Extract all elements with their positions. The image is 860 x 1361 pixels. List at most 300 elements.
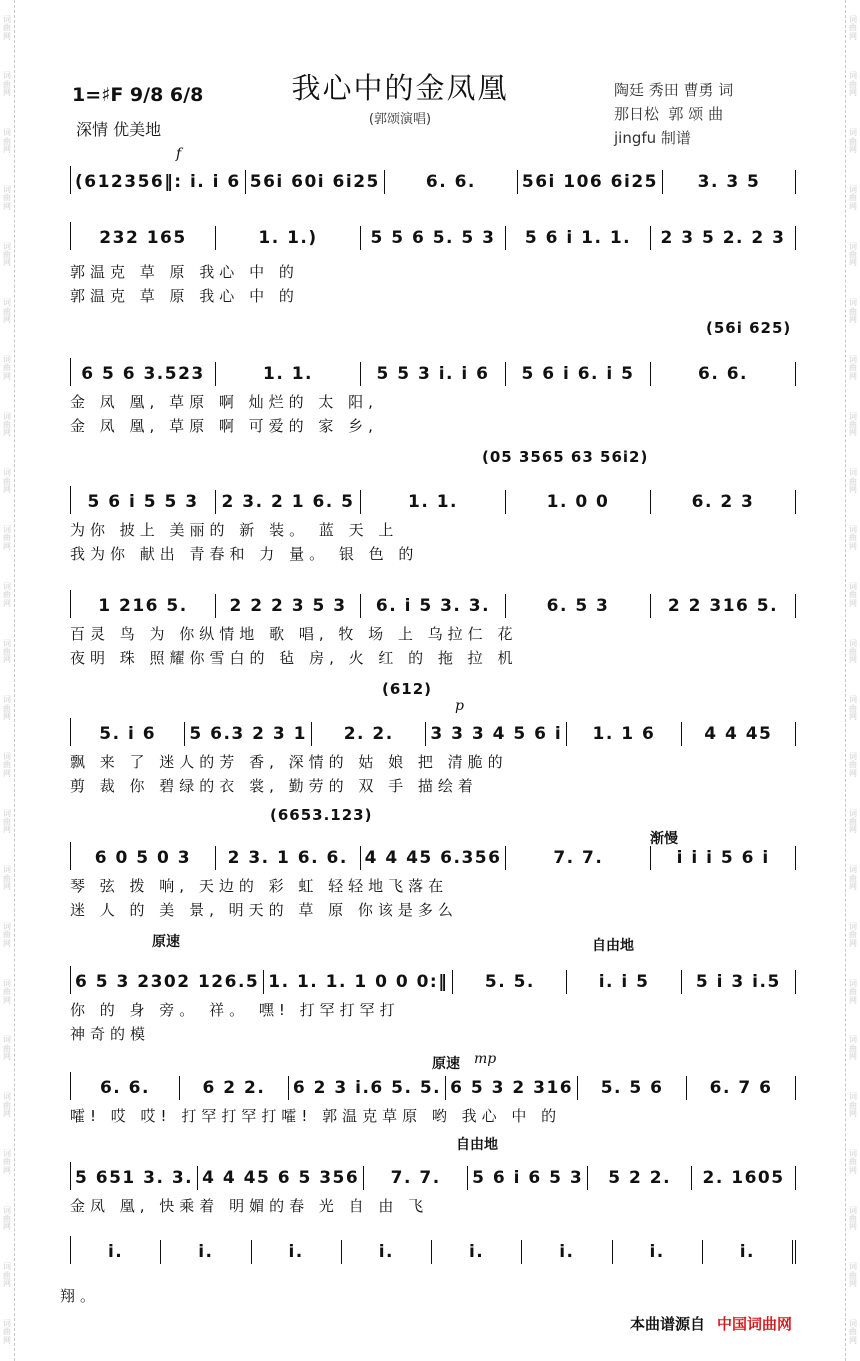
watermark-char: 词	[3, 695, 11, 705]
measure: i.	[252, 1240, 342, 1264]
watermark-glyph	[849, 356, 857, 381]
watermark-char: 曲	[849, 987, 857, 997]
watermark-char: 词	[849, 865, 857, 875]
watermark-glyph	[849, 243, 857, 268]
watermark-char: 网	[3, 31, 11, 41]
watermark-char: 曲	[3, 987, 11, 997]
watermark-char: 词	[849, 1318, 857, 1328]
watermark-char: 网	[3, 1052, 11, 1062]
watermark-char: 网	[849, 655, 857, 665]
credits	[614, 78, 733, 150]
watermark-char: 网	[849, 541, 857, 551]
watermark-char: 网	[849, 258, 857, 268]
watermark-char: 曲	[849, 23, 857, 33]
watermark-char: 曲	[3, 760, 11, 770]
watermark-char: 网	[3, 1279, 11, 1289]
watermark-char: 网	[849, 711, 857, 721]
lyric-line: 神奇的模	[70, 1025, 151, 1043]
interlude-notes-4: (6653.123)	[270, 806, 373, 824]
measure: 5 6 i 6 5 3	[468, 1166, 588, 1190]
watermark-char: 词	[3, 1205, 11, 1215]
watermark-char: 曲	[849, 363, 857, 373]
watermark-glyph	[3, 526, 11, 551]
watermark-char: 网	[849, 598, 857, 608]
watermark-glyph	[3, 1036, 11, 1061]
tempo-mark-ziyoudi-2: 自由地	[456, 1137, 498, 1153]
measure: 2 3. 2 1 6. 5	[216, 490, 361, 514]
measure: 5 6 i 6. i 5	[506, 362, 651, 386]
composer-credit: 那日松 郭 颂 曲	[614, 105, 724, 123]
watermark-char: 词	[849, 241, 857, 251]
watermark-char: 网	[3, 485, 11, 495]
watermark-glyph	[849, 696, 857, 721]
measure: 6 5 3 2 316	[446, 1076, 578, 1100]
watermark-char: 曲	[849, 1043, 857, 1053]
watermark-char: 曲	[849, 1213, 857, 1223]
tempo-mood: 深情 优美地	[76, 120, 162, 139]
watermark-glyph	[849, 866, 857, 891]
watermark-glyph	[3, 413, 11, 438]
measure: 1. 1.)	[216, 226, 361, 250]
measure: i. i 5	[567, 970, 681, 994]
measure-line	[70, 590, 796, 618]
watermark-char: 词	[849, 581, 857, 591]
watermark-char: 词	[3, 1318, 11, 1328]
lyric-line: 金凤 凰, 快乘着 明媚的春 光 自 由 飞	[70, 1197, 429, 1215]
watermark-char: 网	[849, 31, 857, 41]
watermark-char: 网	[849, 1108, 857, 1118]
measure: (612356‖: i. i 6	[71, 170, 246, 194]
watermark-glyph	[849, 1320, 857, 1345]
lyric-line: 金 凤 凰, 草原 啊 灿烂的 太 阳,	[70, 393, 378, 411]
watermark-glyph	[849, 469, 857, 494]
watermark-char: 词	[3, 71, 11, 81]
watermark-char: 网	[849, 1279, 857, 1289]
watermark-char: 词	[3, 1092, 11, 1102]
tempo-mark-yuansu: 原速	[152, 934, 180, 950]
watermark-glyph	[849, 526, 857, 551]
watermark-char: 词	[3, 354, 11, 364]
watermark-char: 词	[849, 922, 857, 932]
watermark-char: 词	[3, 1035, 11, 1045]
measure-line	[70, 1072, 796, 1100]
watermark-char: 词	[3, 411, 11, 421]
watermark-glyph	[3, 866, 11, 891]
watermark-char: 词	[3, 128, 11, 138]
measure: 5 i 3 i.5	[682, 970, 796, 994]
watermark-char: 网	[3, 1108, 11, 1118]
watermark-char: 词	[849, 1205, 857, 1215]
measure: 1. 1.	[216, 362, 361, 386]
measure: 5 6.3 2 3 1	[185, 722, 312, 746]
watermark-char: 曲	[849, 1100, 857, 1110]
score-row	[70, 1072, 796, 1128]
measure: 2 3. 1 6. 6.	[216, 846, 361, 870]
watermark-char: 曲	[849, 1327, 857, 1337]
measure: 2 2 316 5.	[651, 594, 796, 618]
score-row	[70, 222, 796, 308]
watermark-char: 词	[3, 581, 11, 591]
watermark-glyph	[849, 753, 857, 778]
lyric-line: 郭温克 草 原 我心 中 的	[70, 287, 299, 305]
measure: 2 2 2 3 5 3	[216, 594, 361, 618]
watermark-char: 曲	[849, 817, 857, 826]
watermark-glyph	[849, 413, 857, 438]
watermark-char: 网	[849, 371, 857, 381]
watermark-char: 词	[849, 1262, 857, 1272]
measure: 6 0 5 0 3	[71, 846, 216, 870]
watermark-char: 词	[849, 525, 857, 535]
watermark-glyph	[3, 1207, 11, 1232]
measure: 6 5 6 3.523	[71, 362, 216, 386]
measure: 56i 106 6i25	[518, 170, 663, 194]
watermark-char: 曲	[3, 1213, 11, 1223]
measure: 6 2 3 i.6 5. 5.	[289, 1076, 446, 1100]
watermark-char: 网	[3, 144, 11, 154]
measure: 7. 7.	[506, 846, 651, 870]
watermark-char: 曲	[849, 930, 857, 940]
watermark-glyph	[849, 583, 857, 608]
watermark-char: 网	[849, 428, 857, 438]
watermark-char: 网	[3, 995, 11, 1005]
watermark-char: 曲	[849, 873, 857, 883]
measure: i.	[161, 1240, 251, 1264]
measure-line	[70, 486, 796, 514]
watermark-glyph	[3, 753, 11, 778]
watermark-char: 网	[3, 938, 11, 948]
measure: 1. 1.	[361, 490, 506, 514]
measure: 5. i 6	[71, 722, 185, 746]
measure: 6. 6.	[71, 1076, 180, 1100]
watermark-char: 曲	[3, 930, 11, 940]
watermark-char: 曲	[3, 1100, 11, 1110]
measure: 5 651 3. 3.	[71, 1166, 198, 1190]
measure: 3 3 3 4 5 6 i	[426, 722, 567, 746]
dynamic-forte: f	[176, 146, 182, 162]
watermark-char: 曲	[3, 873, 11, 883]
watermark-char: 词	[3, 1148, 11, 1158]
watermark-char: 词	[849, 411, 857, 421]
watermark-char: 网	[3, 1222, 11, 1232]
watermark-char: 曲	[3, 1157, 11, 1167]
watermark-char: 曲	[849, 193, 857, 203]
watermark-char: 网	[3, 882, 11, 892]
watermark-char: 曲	[849, 79, 857, 89]
watermark-glyph	[849, 1036, 857, 1061]
watermark-char: 词	[3, 922, 11, 932]
measure: i i i 5 6 i	[651, 846, 796, 870]
measure: 4 4 45	[682, 722, 796, 746]
watermark-char: 词	[3, 808, 11, 818]
measure: 6. 6.	[651, 362, 796, 386]
measure-line	[70, 966, 796, 994]
lyric-line: 郭温克 草 原 我心 中 的	[70, 263, 299, 281]
measure: 1 216 5.	[71, 594, 216, 618]
watermark-char: 曲	[3, 476, 11, 486]
watermark-glyph	[3, 356, 11, 381]
page-title: 我心中的金凤凰	[291, 71, 509, 105]
watermark-char: 网	[849, 938, 857, 948]
watermark-glyph	[3, 243, 11, 268]
watermark-glyph	[849, 129, 857, 154]
watermark-char: 网	[3, 1165, 11, 1175]
measure-line	[70, 842, 796, 870]
score-row	[70, 842, 796, 922]
key-signature: 1=♯F 9/8 6/8	[72, 84, 204, 106]
measure: i.	[71, 1240, 161, 1264]
lyric-line: 我为你 献出 青春和 力 量。 银 色 的	[70, 545, 419, 563]
measure: i.	[613, 1240, 703, 1264]
measure: 5. 5 6	[578, 1076, 687, 1100]
watermark-glyph	[849, 980, 857, 1005]
watermark-char: 词	[3, 865, 11, 875]
lyric-line: 金 凤 凰, 草原 啊 可爱的 家 乡,	[70, 417, 378, 435]
watermark-char: 词	[849, 14, 857, 24]
watermark-char: 词	[3, 468, 11, 478]
tempo-mark-ziyoudi: 自由地	[592, 938, 634, 954]
watermark-char: 词	[3, 1262, 11, 1272]
watermark-char: 曲	[849, 703, 857, 713]
watermark-char: 词	[849, 468, 857, 478]
measure-line	[70, 1162, 796, 1190]
watermark-char: 网	[849, 1165, 857, 1175]
lyric-line: 琴 弦 拨 响, 天边的 彩 虹 轻轻地飞落在	[70, 877, 449, 895]
interlude-notes-1: (56i 625)	[706, 319, 792, 337]
measure: 4 4 45 6.356	[361, 846, 507, 870]
watermark-char: 网	[3, 711, 11, 721]
watermark-char: 曲	[3, 420, 11, 430]
left-watermark-strip	[0, 0, 15, 1361]
watermark-char: 曲	[3, 79, 11, 89]
watermark-glyph	[3, 1263, 11, 1288]
watermark-char: 词	[3, 241, 11, 251]
watermark-char: 网	[849, 485, 857, 495]
watermark-char: 词	[3, 978, 11, 988]
score-row	[70, 486, 796, 566]
lyric-line: 翔。	[60, 1287, 101, 1305]
watermark-char: 词	[849, 298, 857, 308]
watermark-glyph	[849, 1150, 857, 1175]
score-row	[70, 1162, 796, 1218]
measure: i.	[432, 1240, 522, 1264]
watermark-char: 曲	[849, 1270, 857, 1280]
measure-line	[70, 718, 796, 746]
watermark-char: 曲	[849, 533, 857, 543]
measure-line	[70, 166, 796, 194]
watermark-char: 词	[3, 751, 11, 761]
source-site-link[interactable]: 中国词曲网	[717, 1315, 793, 1333]
watermark-char: 词	[3, 184, 11, 194]
watermark-char: 曲	[849, 590, 857, 600]
watermark-char: 曲	[3, 533, 11, 543]
watermark-char: 词	[849, 695, 857, 705]
watermark-char: 网	[3, 201, 11, 211]
watermark-char: 词	[849, 978, 857, 988]
lyric-line: 迷 人 的 美 景, 明天的 草 原 你该是多么	[70, 901, 458, 919]
watermark-glyph	[3, 810, 11, 835]
transcriber-credit: jingfu 制谱	[614, 129, 691, 147]
measure: 56i 60i 6i25	[246, 170, 385, 194]
watermark-glyph	[3, 640, 11, 665]
measure: 3. 3 5	[663, 170, 796, 194]
interlude-notes-3: (612)	[382, 680, 433, 698]
watermark-char: 网	[849, 768, 857, 778]
measure-line	[70, 222, 796, 250]
measure: 2 3 5 2. 2 3	[651, 226, 796, 250]
watermark-char: 曲	[3, 1327, 11, 1337]
measure: 232 165	[71, 226, 216, 250]
watermark-char: 网	[3, 371, 11, 381]
interlude-notes-2: (05 3565 63 56i2)	[482, 448, 649, 466]
watermark-char: 词	[849, 808, 857, 818]
watermark-char: 网	[3, 1335, 11, 1345]
measure: 5 6 i 5 5 3	[71, 490, 216, 514]
measure: 5. 5.	[453, 970, 567, 994]
source-footer	[630, 1313, 792, 1334]
watermark-char: 曲	[849, 136, 857, 146]
measure: 6 2 2.	[180, 1076, 289, 1100]
watermark-char: 网	[3, 825, 11, 835]
watermark-char: 网	[849, 1052, 857, 1062]
watermark-glyph	[849, 810, 857, 835]
watermark-glyph	[3, 16, 11, 41]
measure: 2. 2.	[312, 722, 426, 746]
watermark-glyph	[3, 469, 11, 494]
watermark-char: 曲	[849, 249, 857, 259]
watermark-char: 词	[849, 638, 857, 648]
score-row	[60, 1236, 796, 1308]
watermark-char: 网	[849, 201, 857, 211]
measure: 4 4 45 6 5 356	[198, 1166, 364, 1190]
watermark-glyph	[849, 72, 857, 97]
score-row	[70, 358, 796, 438]
score-row	[70, 966, 796, 1046]
source-label: 本曲谱源自	[630, 1315, 706, 1333]
lyric-line: 飘 来 了 迷人的芳 香, 深情的 姑 娘 把 清脆的	[70, 753, 508, 771]
watermark-char: 曲	[3, 23, 11, 33]
watermark-char: 网	[3, 258, 11, 268]
measure: 6 5 3 2302 126.5	[71, 970, 264, 994]
watermark-char: 词	[3, 14, 11, 24]
watermark-glyph	[3, 299, 11, 324]
watermark-char: 曲	[3, 136, 11, 146]
measure: 5 2 2.	[588, 1166, 692, 1190]
watermark-glyph	[849, 299, 857, 324]
right-watermark-strip	[845, 0, 860, 1361]
watermark-glyph	[3, 696, 11, 721]
watermark-char: 曲	[849, 1157, 857, 1167]
watermark-glyph	[849, 923, 857, 948]
measure: 1. 0 0	[506, 490, 651, 514]
watermark-char: 词	[849, 751, 857, 761]
watermark-char: 曲	[849, 420, 857, 430]
measure-line	[70, 1236, 796, 1264]
dynamic-mezzo-piano: mp	[474, 1051, 497, 1067]
watermark-glyph	[3, 186, 11, 211]
tempo-mark-yuansu-2: 原速	[432, 1056, 460, 1072]
watermark-char: 曲	[3, 1043, 11, 1053]
watermark-char: 词	[849, 184, 857, 194]
watermark-char: 曲	[3, 193, 11, 203]
watermark-glyph	[849, 1093, 857, 1118]
measure: i.	[703, 1240, 796, 1264]
measure: 6. 2 3	[651, 490, 796, 514]
watermark-char: 网	[849, 1335, 857, 1345]
lyric-line: 你 的 身 旁。 祥。 嘿! 打罕打罕打	[70, 1001, 400, 1019]
measure: 1. 1. 1. 1 0 0 0:‖	[264, 970, 453, 994]
watermark-char: 词	[849, 1035, 857, 1045]
watermark-char: 网	[3, 428, 11, 438]
watermark-char: 网	[3, 655, 11, 665]
watermark-glyph	[3, 583, 11, 608]
measure: 7. 7.	[364, 1166, 468, 1190]
watermark-glyph	[3, 1150, 11, 1175]
measure: 6. 5 3	[506, 594, 651, 618]
measure: 5 5 6 5. 5 3	[361, 226, 506, 250]
score-row	[70, 718, 796, 798]
watermark-char: 词	[849, 71, 857, 81]
measure: 5 6 i 1. 1.	[506, 226, 651, 250]
watermark-char: 曲	[3, 1270, 11, 1280]
watermark-char: 曲	[3, 363, 11, 373]
watermark-char: 词	[849, 1092, 857, 1102]
watermark-char: 词	[849, 1148, 857, 1158]
watermark-char: 网	[849, 995, 857, 1005]
watermark-char: 词	[3, 525, 11, 535]
watermark-glyph	[849, 1207, 857, 1232]
measure: 6. 7 6	[687, 1076, 796, 1100]
watermark-char: 曲	[849, 306, 857, 316]
watermark-glyph	[3, 1320, 11, 1345]
watermark-char: 曲	[3, 590, 11, 600]
lyric-line: 百灵 鸟 为 你纵情地 歌 唱, 牧 场 上 乌拉仁 花	[70, 625, 518, 643]
watermark-char: 网	[3, 598, 11, 608]
measure: 6. 6.	[385, 170, 518, 194]
lyric-line: 夜明 珠 照耀你雪白的 毡 房, 火 红 的 拖 拉 机	[70, 649, 518, 667]
singer-note: (郭颂演唱)	[368, 112, 432, 127]
watermark-char: 曲	[3, 703, 11, 713]
watermark-char: 曲	[3, 306, 11, 316]
watermark-char: 曲	[849, 476, 857, 486]
score-row	[70, 590, 796, 670]
watermark-char: 词	[849, 354, 857, 364]
watermark-glyph	[849, 1263, 857, 1288]
watermark-char: 网	[3, 315, 11, 325]
watermark-glyph	[3, 1093, 11, 1118]
lyricist-credit: 陶廷 秀田 曹勇 词	[614, 81, 734, 99]
measure: 5 5 3 i. i 6	[361, 362, 506, 386]
measure: i.	[522, 1240, 612, 1264]
watermark-char: 网	[849, 882, 857, 892]
watermark-char: 网	[849, 1222, 857, 1232]
tempo-mark-jianman: 渐慢	[650, 831, 678, 847]
measure: i.	[342, 1240, 432, 1264]
watermark-char: 曲	[3, 646, 11, 656]
watermark-glyph	[3, 129, 11, 154]
lyric-line: 为你 披上 美丽的 新 装。 蓝 天 上	[70, 521, 399, 539]
watermark-char: 网	[849, 825, 857, 835]
measure: 1. 1 6	[567, 722, 681, 746]
watermark-glyph	[849, 186, 857, 211]
watermark-char: 网	[849, 144, 857, 154]
lyric-line: 嚯! 哎 哎! 打罕打罕打嚯! 郭温克草原 哟 我心 中 的	[70, 1107, 562, 1125]
watermark-char: 曲	[3, 817, 11, 826]
watermark-char: 曲	[849, 760, 857, 770]
watermark-char: 网	[3, 88, 11, 98]
watermark-char: 曲	[3, 249, 11, 259]
measure-line	[70, 358, 796, 386]
watermark-char: 词	[3, 638, 11, 648]
